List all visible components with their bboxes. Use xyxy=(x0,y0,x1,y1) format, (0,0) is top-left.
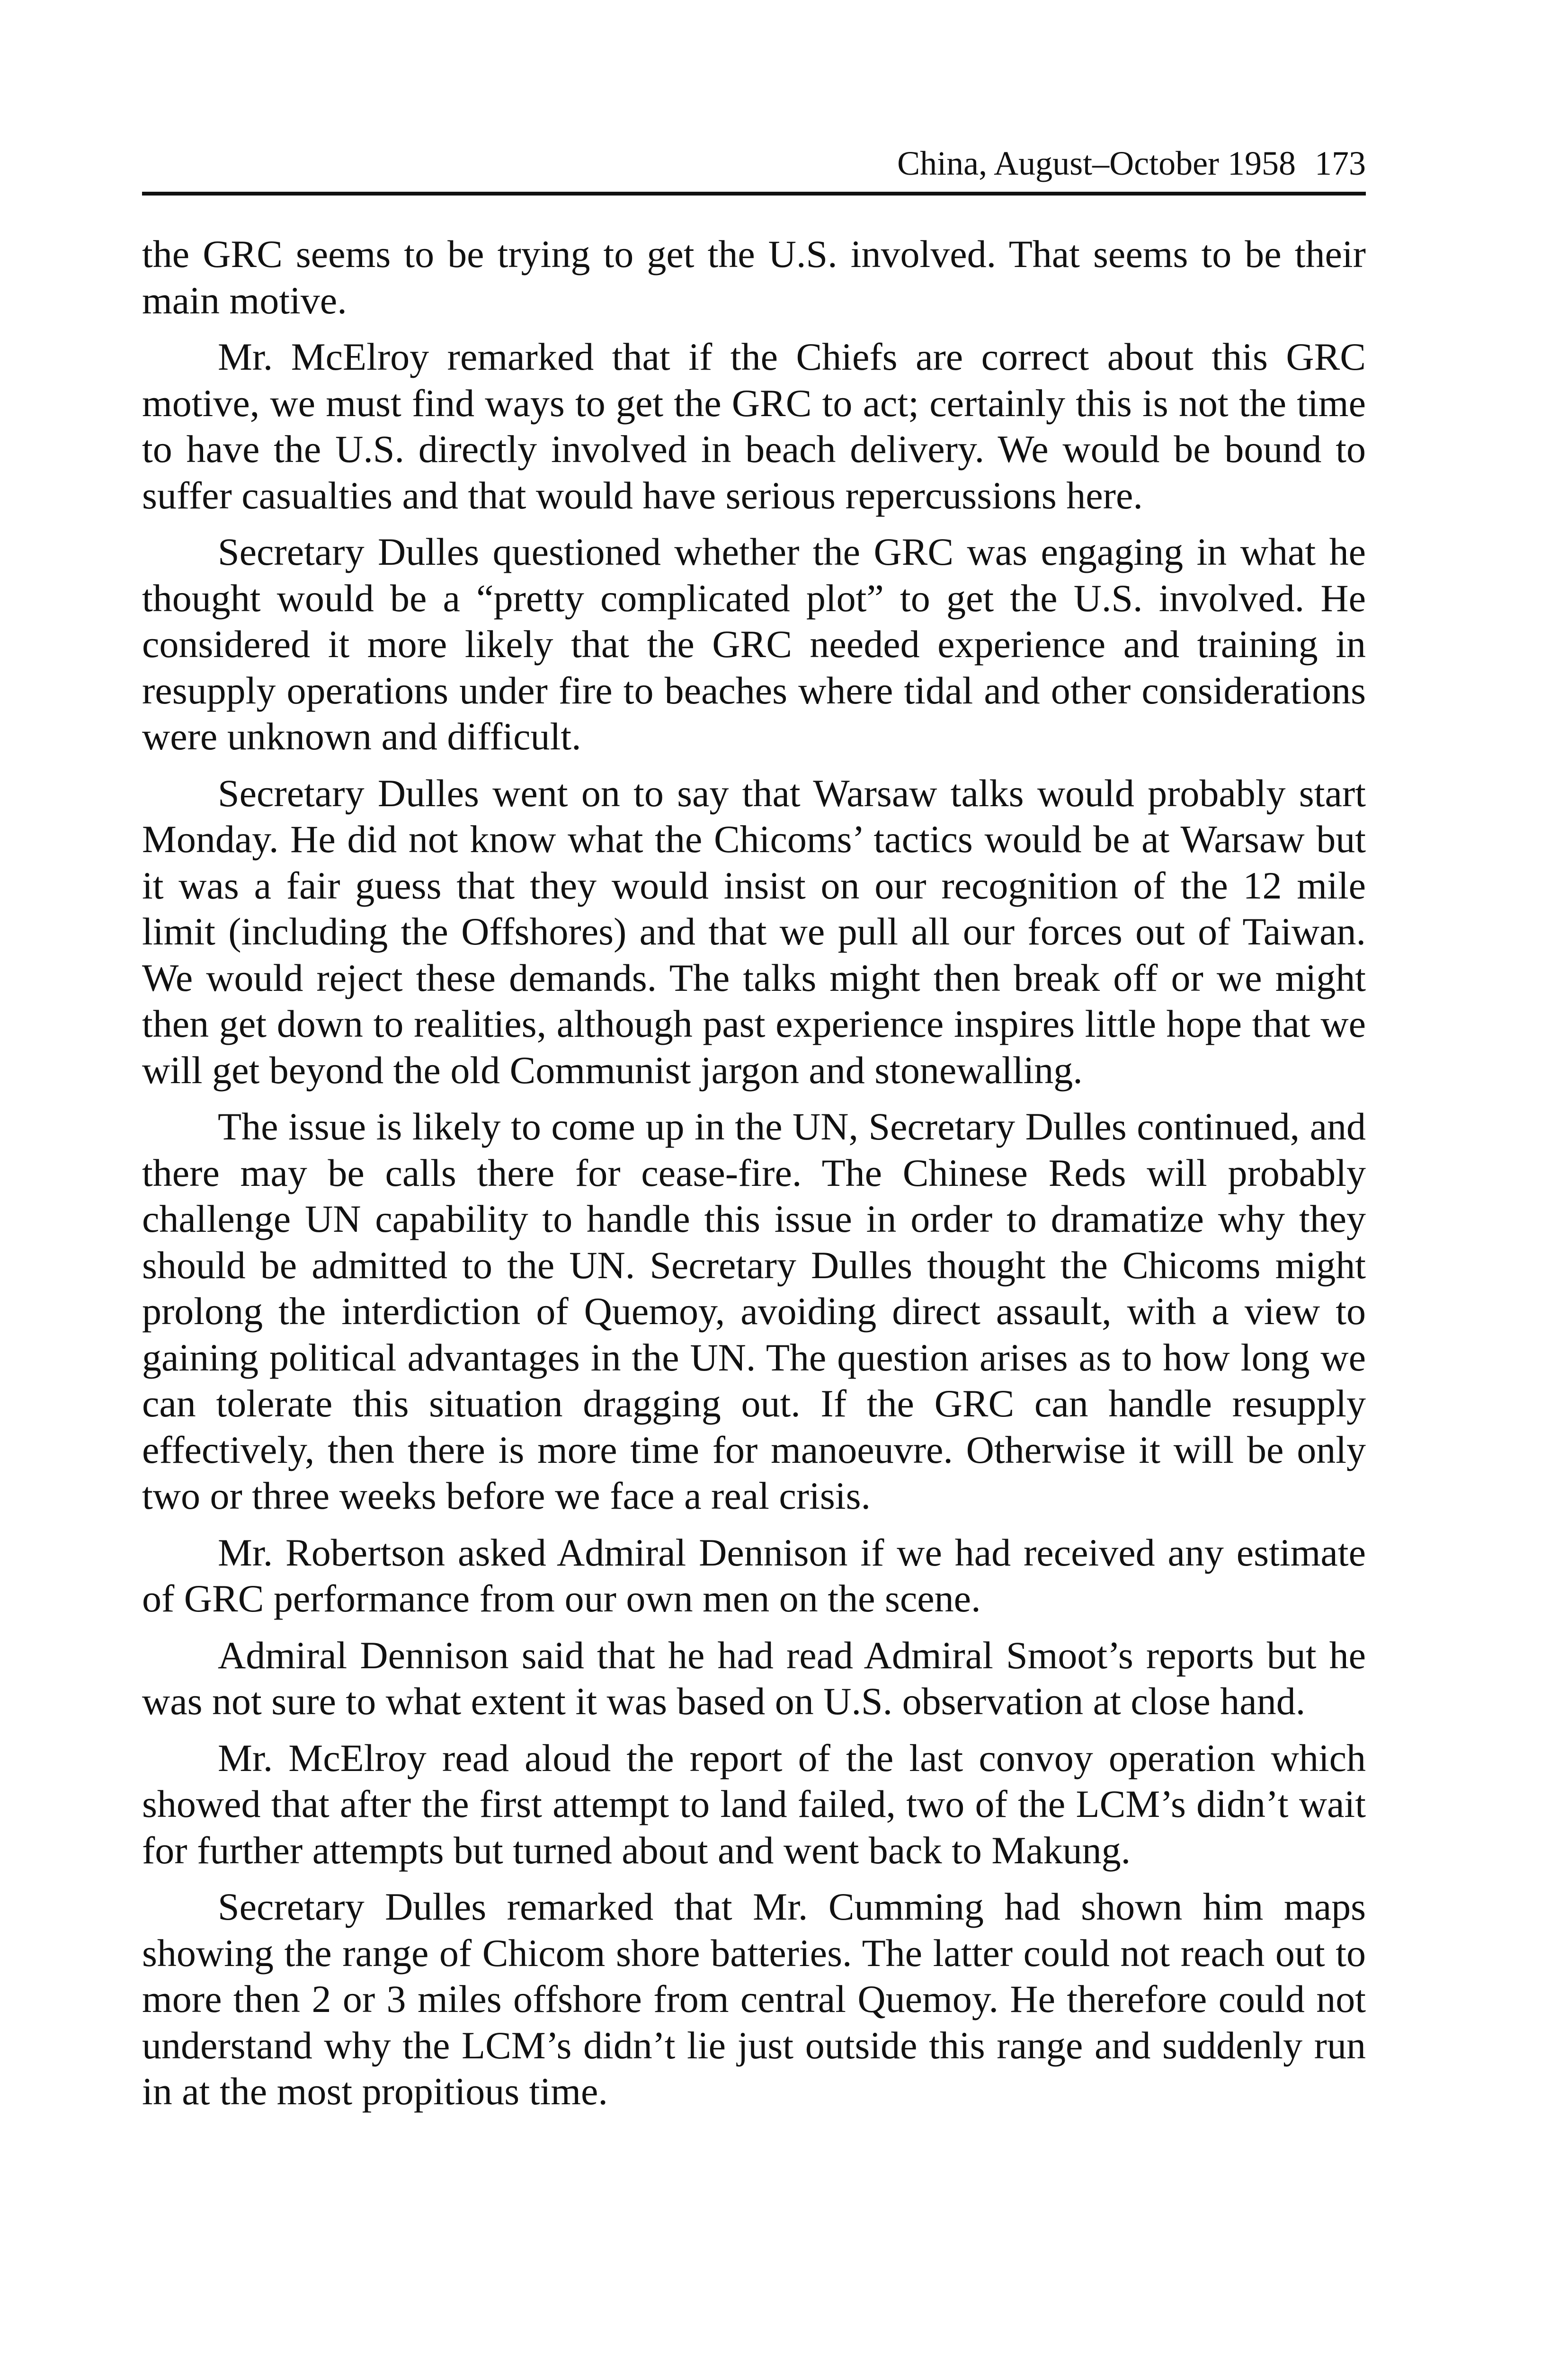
paragraph: The issue is likely to come up in the UN, Secretary Dulles continued, and there may be calls there for cease-fire. The Chinese Reds will probably challenge UN capability to handle this issue in order to dramatize why they should be admitted to the UN. Secretary Dulles thought the Chicoms might prolong the interdiction of Quemoy, avoiding direct assault, with a view to gaining political advantages in the UN. The question arises as to how long we can tolerate this situation dragging out. If the GRC can handle resupply effectively, then there is more time for manoeuvre. Otherwise it will be only two or three weeks before we face a real crisis. xyxy=(142,1105,1366,1517)
paragraph: Secretary Dulles went on to say that Warsaw talks would probably start Monday. He did not know what the Chicoms’ tactics would be at Warsaw but it was a fair guess that they would insist on our recognition of the 12 mile limit (including the Offshores) and that we pull all our forces out of Taiwan. We would reject these demands. The talks might then break off or we might then get down to realities, although past experience inspires little hope that we will get beyond the old Communist jargon and stonewalling. xyxy=(142,771,1366,1092)
paragraph: Admiral Dennison said that he had read Admiral Smoot’s reports but he was not sure to what extent it was based on U.S. observation at close hand. xyxy=(142,1633,1366,1723)
paragraph: Mr. Robertson asked Admiral Dennison if we had received any estimate of GRC performance from our own men on the scene. xyxy=(142,1531,1366,1620)
paragraph: Mr. McElroy read aloud the report of the last convoy operation which showed that after the first attempt to land failed, two of the LCM’s didn’t wait for further attempts but turned about and went back to Makung. xyxy=(142,1736,1366,1872)
body-text xyxy=(142,231,1366,2125)
page-number: 173 xyxy=(1315,144,1366,182)
running-header xyxy=(142,137,1366,189)
header-rule xyxy=(142,192,1366,196)
paragraph-continued: the GRC seems to be trying to get the U.S. involved. That seems to be their main motive. xyxy=(142,232,1366,322)
paragraph: Secretary Dulles remarked that Mr. Cumming had shown him maps showing the range of Chicom shore batteries. The latter could not reach out to more then 2 or 3 miles offshore from central Quemoy. He therefore could not understand why the LCM’s didn’t lie just outside this range and suddenly run in at the most propitious time. xyxy=(142,1885,1366,2113)
paragraph: Mr. McElroy remarked that if the Chiefs are correct about this GRC motive, we must find ways to get the GRC to act; certainly this is not the time to have the U.S. directly involved in beach delivery. We would be bound to suffer casualties and that would have serious repercussions here. xyxy=(142,335,1366,517)
header-title: China, August–October 1958 xyxy=(897,144,1296,182)
paragraph: Secretary Dulles questioned whether the GRC was engaging in what he thought would be a “pretty complicated plot” to get the U.S. involved. He considered it more likely that the GRC needed experience and training in resupply operations under fire to beaches where tidal and other considerations were unknown and difficult. xyxy=(142,530,1366,758)
